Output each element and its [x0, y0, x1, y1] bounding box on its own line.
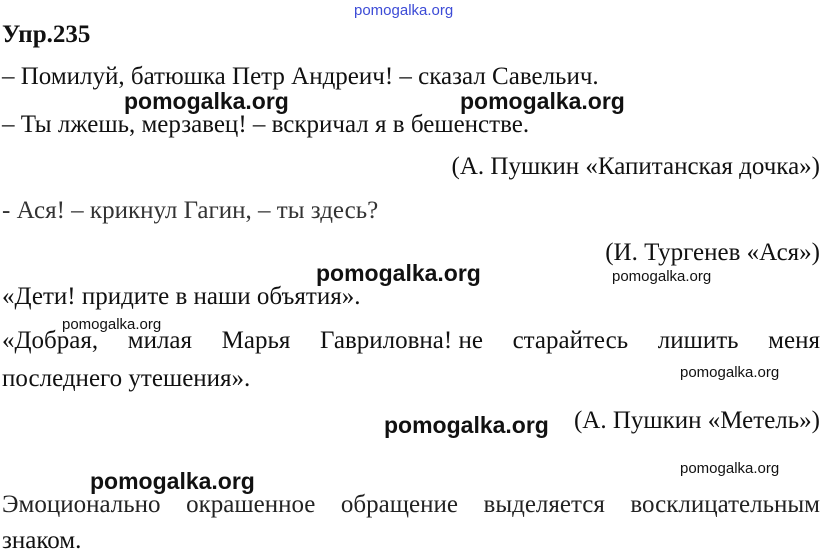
- quote-word: «Добрая,: [2, 327, 99, 354]
- quote-word: меня: [768, 327, 820, 354]
- source-citation-2: (И. Тургенев «Ася»): [605, 239, 820, 266]
- watermark: pomogalka.org: [384, 412, 549, 438]
- watermark: pomogalka.org: [680, 364, 780, 381]
- answer-line-2: знаком.: [2, 527, 82, 554]
- watermark: pomogalka.org: [124, 88, 289, 114]
- answer-word: выделяется: [483, 491, 605, 518]
- watermark: pomogalka.org: [612, 268, 712, 285]
- answer-word: окрашенное: [186, 491, 316, 518]
- dialogue-line-3: - Ася! – крикнул Гагин, – ты здесь?: [2, 197, 379, 224]
- quote-line-3: последнего утешения».: [2, 365, 251, 392]
- source-citation-1: (А. Пушкин «Капитанская дочка»): [451, 153, 820, 180]
- quote-word: Марья: [221, 327, 291, 354]
- watermark: pomogalka.org: [62, 316, 162, 333]
- exercise-title: Упр.235: [2, 21, 91, 48]
- quote-word: лишить: [657, 327, 739, 354]
- dialogue-line-2: – Ты лжешь, мерзавец! – вскричал я в бешенстве.: [2, 111, 530, 138]
- watermark: pomogalka.org: [680, 460, 780, 477]
- watermark: pomogalka.org: [316, 260, 481, 286]
- quote-word: старайтесь: [512, 327, 629, 354]
- answer-word: обращение: [340, 491, 458, 518]
- answer-word: восклицательным: [630, 491, 820, 518]
- watermark-top: pomogalka.org: [354, 2, 454, 19]
- quote-line-1: «Дети! придите в наши объятия».: [2, 283, 361, 310]
- watermark: pomogalka.org: [460, 88, 625, 114]
- watermark: pomogalka.org: [90, 468, 255, 494]
- source-citation-3: (А. Пушкин «Метель»): [573, 407, 820, 434]
- dialogue-line-1: – Помилуй, батюшка Петр Андреич! – сказал Савельич.: [2, 63, 599, 90]
- quote-word: Гавриловна! не: [320, 327, 483, 354]
- answer-word: Эмоционально: [2, 491, 161, 518]
- quote-word: милая: [127, 327, 193, 354]
